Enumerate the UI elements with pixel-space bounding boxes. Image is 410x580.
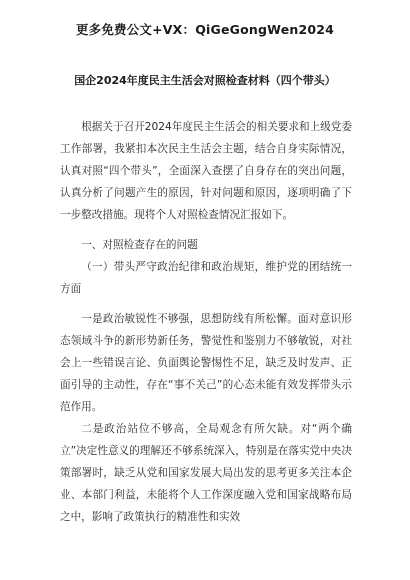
- point-paragraph-2: 二是政治站位不够高，全局观念有所欠缺。对“两个确立”决定性意义的理解还不够系统深入，特别是在落实党中央决策部署时，缺乏从党和国家发展大局出发的思考更多关注本企业、本部门利益，未能将个人工作深度融入党和国家战略布局之中，影响了政策执行的精准性和实效: [60, 423, 352, 523]
- header-watermark-text: 更多免费公文+VX：QiGeGongWen2024: [75, 22, 335, 37]
- section-heading: 一、对照检查存在的问题: [81, 239, 198, 251]
- intro-paragraph: 根据关于召开2024年度民主生活会的相关要求和上级党委工作部署，我紧扣本次民主生活会主题，结合自身实际情况，认真对照“四个带头”，全面深入查摆了自身存在的突出问题，认真分析了问题产生的原因，针对问题和原因，逐项明确了下一步整改措施。现将个人对照检查情况汇报如下。: [60, 121, 352, 221]
- document-title: 国企2024年度民主生活会对照检查材料（四个带头）: [74, 74, 336, 87]
- point-paragraph-1: 一是政治敏锐性不够强，思想防线有所松懈。面对意识形态领域斗争的新形势新任务，警觉性和鉴别力不够敏锐，对社会上一些错误言论、负面舆论警惕性不足，缺乏及时发声、正面引导的主动性，存在“事不关己”的心态未能有效发挥带头示范作用。: [60, 313, 352, 413]
- subsection-heading: （一）带头严守政治纪律和政治规矩，维护党的团结统一方面: [60, 261, 352, 295]
- document-body: [60, 116, 352, 528]
